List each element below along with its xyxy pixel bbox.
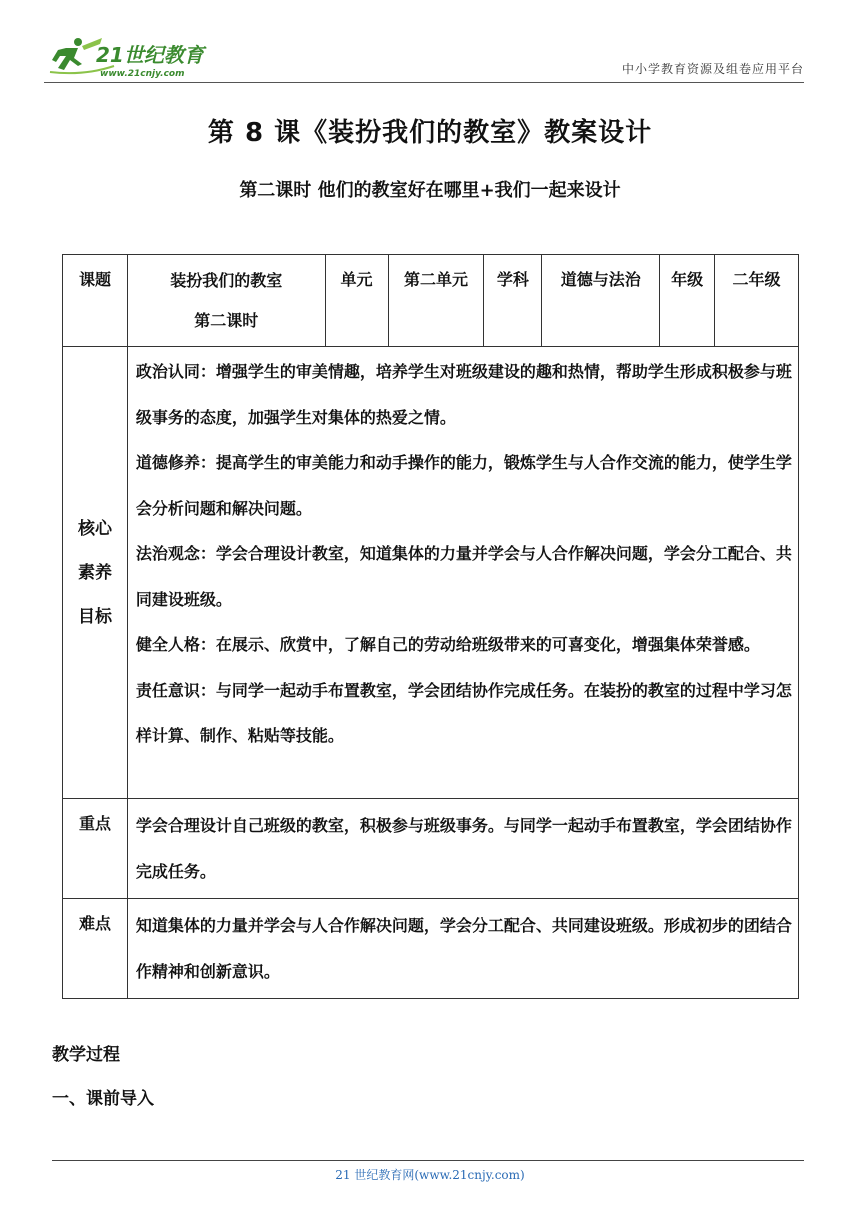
document-title: 第 8 课《装扮我们的教室》教案设计 bbox=[207, 118, 653, 148]
table-row bbox=[63, 899, 799, 999]
logo-text: 21世纪教育 bbox=[96, 43, 204, 67]
unit-label: 单元 bbox=[325, 255, 388, 347]
grade-label: 年级 bbox=[660, 255, 715, 347]
grade-value: 二年级 bbox=[715, 255, 799, 347]
difficulty-content bbox=[127, 899, 798, 999]
page-header bbox=[44, 36, 804, 82]
core-literacy-content bbox=[127, 347, 798, 799]
table-row bbox=[63, 255, 799, 347]
core-item-personality: 健全人格：在展示、欣赏中，了解自己的劳动给班级带来的可喜变化，增强集体荣誉感。 bbox=[135, 635, 760, 654]
document-subtitle: 第二课时 他们的教室好在哪里+我们一起来设计 bbox=[239, 180, 621, 201]
logo-url: www.21cnjy.com bbox=[100, 69, 185, 79]
topic-value bbox=[127, 255, 325, 347]
core-item-moral: 道德修养：提高学生的审美能力和动手操作的能力，锻炼学生与人合作交流的能力，使学生学会分析问题和解决问题。 bbox=[135, 453, 792, 518]
header-platform-text: 中小学教育资源及组卷应用平台 bbox=[621, 62, 804, 76]
table-row bbox=[63, 799, 799, 899]
key-point-text: 学会合理设计自己班级的教室，积极参与班级事务。与同学一起动手布置教室，学会团结协作完成任务。 bbox=[135, 816, 792, 881]
key-point-label: 重点 bbox=[63, 799, 128, 899]
key-point-content bbox=[127, 799, 798, 899]
core-item-law: 法治观念：学会合理设计教室，知道集体的力量并学会与人合作解决问题，学会分工配合、共同建设班级。 bbox=[135, 544, 792, 609]
table-row bbox=[63, 347, 799, 799]
footer-divider bbox=[52, 1160, 804, 1161]
core-label-line2: 素养 bbox=[77, 562, 112, 583]
unit-value: 第二单元 bbox=[388, 255, 484, 347]
difficulty-text: 知道集体的力量并学会与人合作解决问题，学会分工配合、共同建设班级。形成初步的团结合作精神和创新意识。 bbox=[135, 916, 792, 981]
core-literacy-label bbox=[63, 347, 128, 799]
logo bbox=[44, 36, 244, 80]
topic-value-line2: 第二课时 bbox=[194, 311, 259, 330]
header-divider bbox=[44, 82, 804, 83]
difficulty-label: 难点 bbox=[63, 899, 128, 999]
section-intro: 一、课前导入 bbox=[52, 1089, 154, 1109]
core-label-line1: 核心 bbox=[77, 518, 112, 539]
topic-value-line1: 装扮我们的教室 bbox=[170, 271, 283, 290]
topic-label: 课题 bbox=[63, 255, 128, 347]
subject-label: 学科 bbox=[484, 255, 542, 347]
core-label-line3: 目标 bbox=[77, 606, 112, 627]
section-teaching-process: 教学过程 bbox=[52, 1045, 120, 1065]
core-item-responsibility: 责任意识：与同学一起动手布置教室，学会团结协作完成任务。在装扮的教室的过程中学习怎样计算、制作、粘贴等技能。 bbox=[135, 680, 792, 745]
core-item-political: 政治认同：增强学生的审美情趣，培养学生对班级建设的趣和热情，帮助学生形成积极参与班级事务的态度，加强学生对集体的热爱之情。 bbox=[135, 362, 792, 427]
lesson-info-table bbox=[62, 254, 799, 999]
footer-text: 21 世纪教育网(www.21cnjy.com) bbox=[335, 1168, 525, 1182]
subject-value: 道德与法治 bbox=[542, 255, 660, 347]
